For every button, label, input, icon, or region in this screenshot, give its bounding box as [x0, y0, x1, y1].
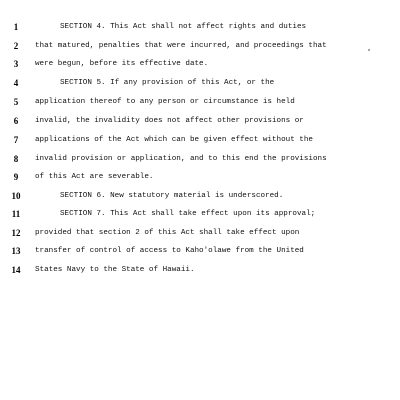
line-text: invalid, the invalidity does not affect other provisions or — [35, 117, 304, 125]
line-number: 8 — [13, 154, 19, 164]
line-text: that matured, penalties that were incurred, and proceedings that — [35, 42, 327, 50]
document-line — [0, 115, 400, 134]
line-text: provided that section 2 of this Act shall take effect upon — [35, 229, 300, 237]
line-text: SECTION 5. If any provision of this Act, or the — [60, 79, 275, 87]
line-number: 9 — [13, 172, 19, 182]
document-line — [0, 40, 400, 59]
document-line — [0, 96, 400, 115]
line-number: 6 — [13, 116, 19, 126]
line-text: States Navy to the State of Hawaii. — [35, 266, 195, 274]
document-line — [0, 264, 400, 283]
document-line — [0, 227, 400, 246]
document-line — [0, 208, 400, 227]
line-number: 2 — [13, 41, 19, 51]
line-text: transfer of control of access to Kaho'olawe from the United — [35, 247, 304, 255]
line-text: of this Act are severable. — [35, 173, 154, 181]
line-number: 7 — [13, 135, 19, 145]
line-number: 3 — [13, 59, 19, 69]
line-number: 14 — [11, 265, 21, 275]
document-line — [0, 77, 400, 96]
line-number: 1 — [13, 22, 19, 32]
line-number: 5 — [13, 97, 19, 107]
line-text: applications of the Act which can be given effect without the — [35, 136, 313, 144]
line-number: 11 — [11, 209, 21, 219]
line-text: SECTION 6. New statutory material is underscored. — [60, 192, 284, 200]
line-number: 13 — [11, 246, 21, 256]
line-number: 10 — [11, 191, 21, 201]
document-line — [0, 245, 400, 264]
document-line — [0, 190, 400, 209]
line-text: SECTION 4. This Act shall not affect rights and duties — [60, 23, 307, 31]
document-line — [0, 58, 400, 77]
document-line — [0, 134, 400, 153]
line-text: were begun, before its effective date. — [35, 60, 209, 68]
line-number: 4 — [13, 78, 19, 88]
line-text: SECTION 7. This Act shall take effect upon its approval; — [60, 210, 316, 218]
line-text: application thereof to any person or circumstance is held — [35, 98, 295, 106]
document-line — [0, 21, 400, 40]
line-text: invalid provision or application, and to this end the provisions — [35, 155, 327, 163]
scan-speck — [368, 49, 370, 51]
document-line — [0, 153, 400, 172]
line-number: 12 — [11, 228, 21, 238]
document-line — [0, 171, 400, 190]
